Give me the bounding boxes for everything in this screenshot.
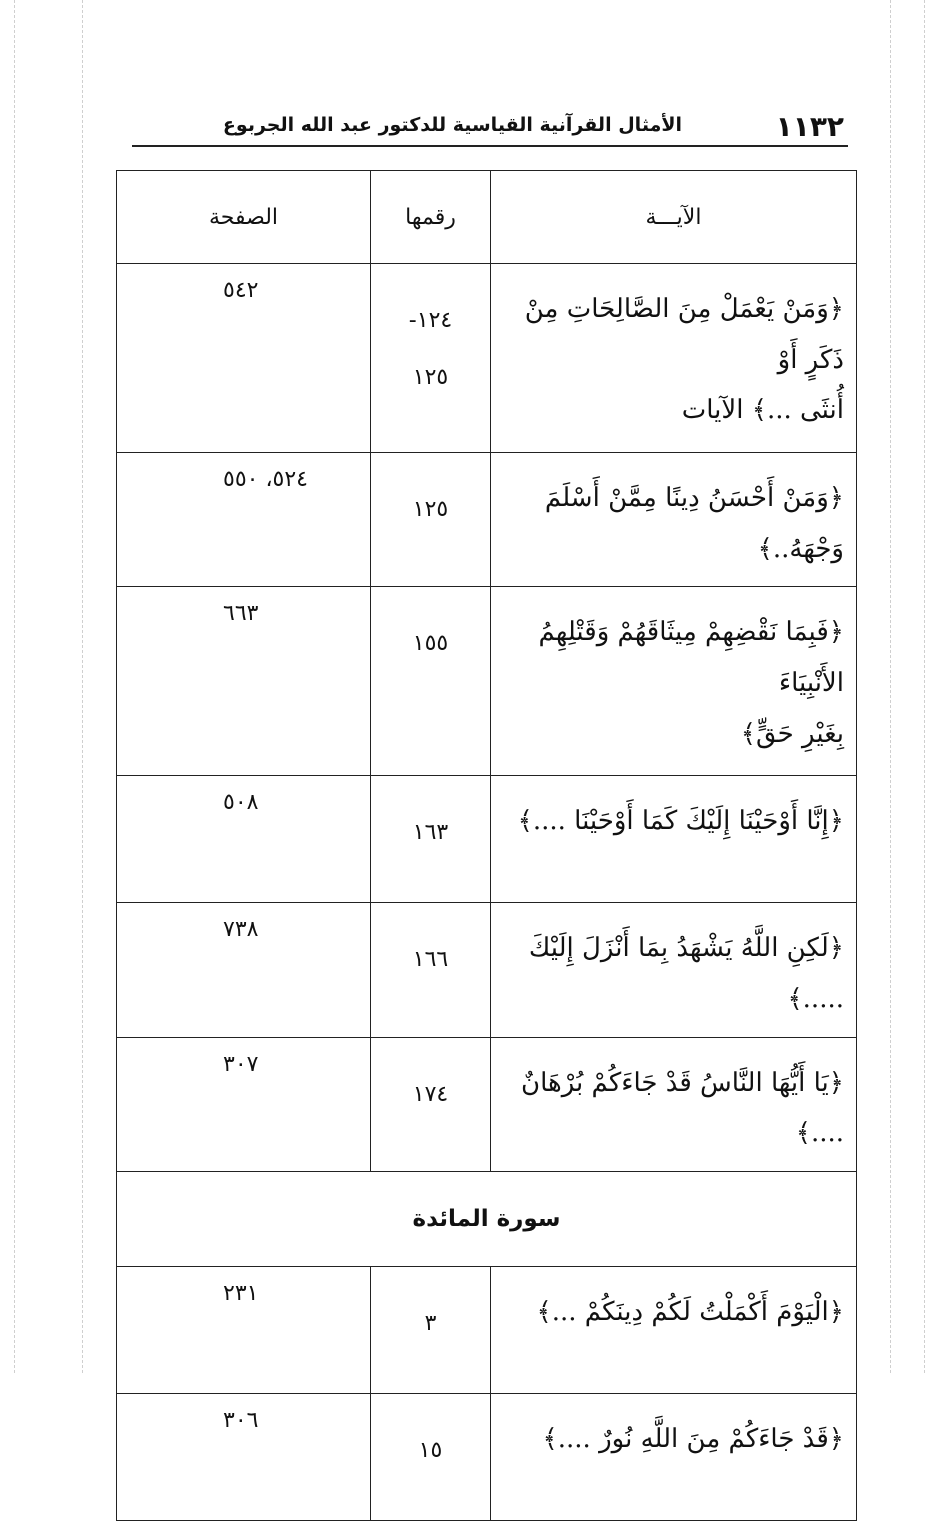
verse-number-cell	[371, 776, 491, 903]
verse-text: ﴿يَا أَيُّهَا النَّاسُ قَدْ جَاءَكُمْ بُرْهَانٌ ....﴾	[520, 1067, 844, 1149]
page-ref: ٦٦٣	[223, 601, 259, 627]
table-header-row	[117, 171, 857, 264]
column-header-number: رقمها	[371, 171, 491, 264]
verse-number-cell	[371, 1267, 491, 1394]
verse-text: ﴿إِنَّا أَوْحَيْنَا إِلَيْكَ كَمَا أَوْحَيْنَا ....﴾	[517, 806, 844, 837]
page-ref: ٥٠٨	[223, 790, 259, 816]
verse-number-cell	[371, 264, 491, 453]
verse-number: ١٦٦	[412, 947, 449, 973]
verse-cell	[491, 1037, 857, 1171]
table-row	[117, 1267, 857, 1394]
page-ref-cell	[117, 453, 371, 587]
table-row	[117, 264, 857, 453]
verse-cell	[491, 903, 857, 1037]
surah-heading-row	[117, 1172, 857, 1267]
verse-number-cell	[371, 453, 491, 587]
table-row	[117, 453, 857, 587]
page-number: ١١٣٢	[775, 110, 844, 143]
page-ref-cell	[117, 776, 371, 903]
verse-text: ﴿لَكِنِ اللَّهُ يَشْهَدُ بِمَا أَنْزَلَ إِلَيْكَ .....﴾	[528, 933, 844, 1015]
verse-number-cell	[371, 1037, 491, 1171]
verse-text: ﴿فَبِمَا نَقْضِهِمْ مِيثَاقَهُمْ وَقَتْلِهِمُ الأَنْبِيَاءَ	[538, 617, 844, 699]
verse-number: ٣	[424, 1311, 437, 1337]
verse-cell	[491, 1267, 857, 1394]
column-header-verse: الآيـــة	[491, 171, 857, 264]
verse-cell	[491, 587, 857, 776]
page-ref: ٥٢٤، ٥٥٠	[223, 467, 308, 492]
verse-number-cell	[371, 587, 491, 776]
page-ref: ٣٠٦	[223, 1408, 259, 1434]
header-rule	[132, 145, 848, 147]
scan-margin-line	[890, 0, 891, 1373]
scan-margin-line	[14, 0, 15, 1373]
verse-text: ﴿قَدْ جَاءَكُمْ مِنَ اللَّهِ نُورٌ ....﴾	[542, 1424, 844, 1455]
verse-number: ١٢٥	[412, 365, 449, 391]
verse-cell	[491, 453, 857, 587]
page-ref-cell	[117, 264, 371, 453]
verse-text: بِغَيْرِ حَقٍّ﴾	[740, 718, 844, 749]
verse-number: ١٥	[418, 1438, 443, 1464]
verse-number-cell	[371, 1394, 491, 1521]
verse-cell	[491, 264, 857, 453]
verse-text: ﴿وَمَنْ يَعْمَلْ مِنَ الصَّالِحَاتِ مِنْ ذَكَرٍ أَوْ	[524, 294, 844, 375]
page-ref: ٢٣١	[223, 1281, 259, 1307]
column-header-page: الصفحة	[117, 171, 371, 264]
running-header	[132, 108, 850, 144]
verse-number: ١٧٤	[412, 1081, 449, 1107]
scan-margin-line	[82, 0, 83, 1373]
verse-number: ١٥٥	[412, 631, 449, 657]
verse-text: ﴿وَمَنْ أَحْسَنُ دِينًا مِمَّنْ أَسْلَمَ وَجْهَهُ..﴾	[544, 483, 844, 564]
page-ref-cell	[117, 1394, 371, 1521]
verse-number: ١٢٥	[412, 497, 449, 522]
verse-text: أُنثَى ...﴾ الآيات	[681, 395, 844, 426]
page-ref: ٥٤٢	[223, 278, 259, 303]
verse-index-table	[116, 170, 857, 1521]
page-ref-cell	[117, 903, 371, 1037]
surah-heading: سورة المائدة	[117, 1172, 857, 1267]
table-row	[117, 1394, 857, 1521]
table-row	[117, 903, 857, 1037]
page-ref-cell	[117, 587, 371, 776]
page-ref-cell	[117, 1037, 371, 1171]
table-row	[117, 776, 857, 903]
table-row	[117, 587, 857, 776]
verse-number: ١٦٣	[412, 820, 449, 846]
verse-cell	[491, 1394, 857, 1521]
verse-number: ١٢٤-	[408, 308, 453, 333]
verse-number-cell	[371, 903, 491, 1037]
page-ref: ٧٣٨	[223, 917, 259, 943]
verse-text: ﴿الْيَوْمَ أَكْمَلْتُ لَكُمْ دِينَكُمْ ...﴾	[536, 1297, 844, 1328]
page-ref-cell	[117, 1267, 371, 1394]
scan-margin-line	[924, 0, 925, 1373]
verse-cell	[491, 776, 857, 903]
running-title: الأمثال القرآنية القياسية للدكتور عبد الله الجربوع	[222, 114, 682, 136]
page-ref: ٣٠٧	[223, 1051, 259, 1077]
table-row	[117, 1037, 857, 1171]
